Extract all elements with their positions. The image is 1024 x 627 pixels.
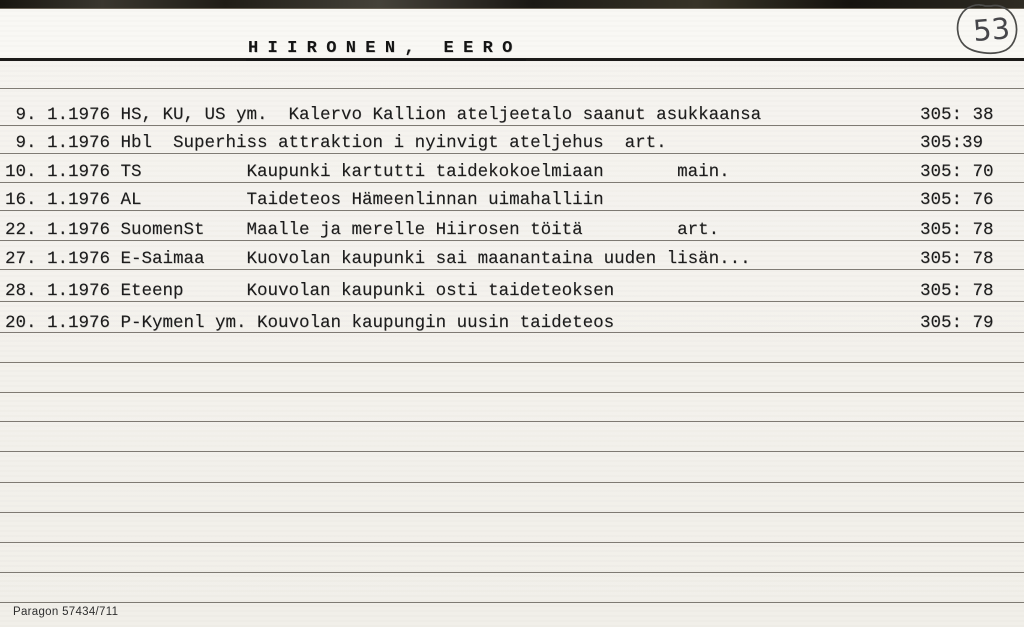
ruled-line — [0, 542, 1024, 543]
entry-ref: 305: 78 — [920, 220, 994, 240]
entry-text: 22. 1.1976 SuomenSt Maalle ja merelle Hiirosen töitä art. — [5, 220, 720, 240]
entry-row — [0, 281, 1024, 301]
entry-text: 27. 1.1976 E-Saimaa Kuovolan kaupunki sai maanantaina uuden lisän... — [5, 249, 751, 269]
ruled-line — [0, 153, 1024, 154]
entry-ref: 305:39 — [920, 133, 984, 153]
entry-row — [0, 249, 1024, 269]
entry-text: 10. 1.1976 TS Kaupunki kartutti taidekokoelmiaan main. — [5, 162, 730, 182]
ruled-line — [0, 269, 1024, 270]
entry-ref: 305: 78 — [920, 249, 994, 269]
ruled-line — [0, 392, 1024, 393]
ruled-line — [0, 301, 1024, 302]
entry-text: 28. 1.1976 Eteenp Kouvolan kaupunki osti taideteoksen — [5, 281, 615, 301]
ruled-line — [0, 182, 1024, 183]
ruled-line — [0, 602, 1024, 603]
entry-text: 20. 1.1976 P-Kymenl ym. Kouvolan kaupungin uusin taideteos — [5, 313, 615, 333]
ruled-line — [0, 482, 1024, 483]
ruled-line — [0, 88, 1024, 89]
ruled-line — [0, 421, 1024, 422]
ruled-line — [0, 451, 1024, 452]
ruled-line — [0, 240, 1024, 241]
entry-row — [0, 162, 1024, 182]
ruled-line — [0, 572, 1024, 573]
entry-ref: 305: 78 — [920, 281, 994, 301]
footer-brand: Paragon 57434/711 — [13, 606, 119, 618]
entry-row — [0, 190, 1024, 210]
ruled-line — [0, 362, 1024, 363]
page-number-circle — [952, 1, 1022, 57]
entry-row — [0, 313, 1024, 333]
entry-text: 9. 1.1976 Hbl Superhiss attraktion i nyinvigt ateljehus art. — [5, 133, 667, 153]
entry-row — [0, 105, 1024, 125]
entry-row — [0, 220, 1024, 240]
entry-text: 16. 1.1976 AL Taideteos Hämeenlinnan uimahalliin — [5, 190, 604, 210]
entry-text: 9. 1.1976 HS, KU, US ym. Kalervo Kallion ateljeetalo saanut asukkaansa — [5, 105, 762, 125]
page-number: 53 — [971, 11, 1012, 49]
entry-row — [0, 133, 1024, 153]
entry-ref: 305: 76 — [920, 190, 994, 210]
ruled-line — [0, 512, 1024, 513]
card-title: HIIRONEN, EERO — [246, 39, 526, 61]
entry-ref: 305: 70 — [920, 162, 994, 182]
scan-top-edge — [0, 0, 1024, 9]
ruled-line — [0, 125, 1024, 126]
entry-ref: 305: 79 — [920, 313, 994, 333]
entry-ref: 305: 38 — [920, 105, 994, 125]
ruled-line — [0, 210, 1024, 211]
